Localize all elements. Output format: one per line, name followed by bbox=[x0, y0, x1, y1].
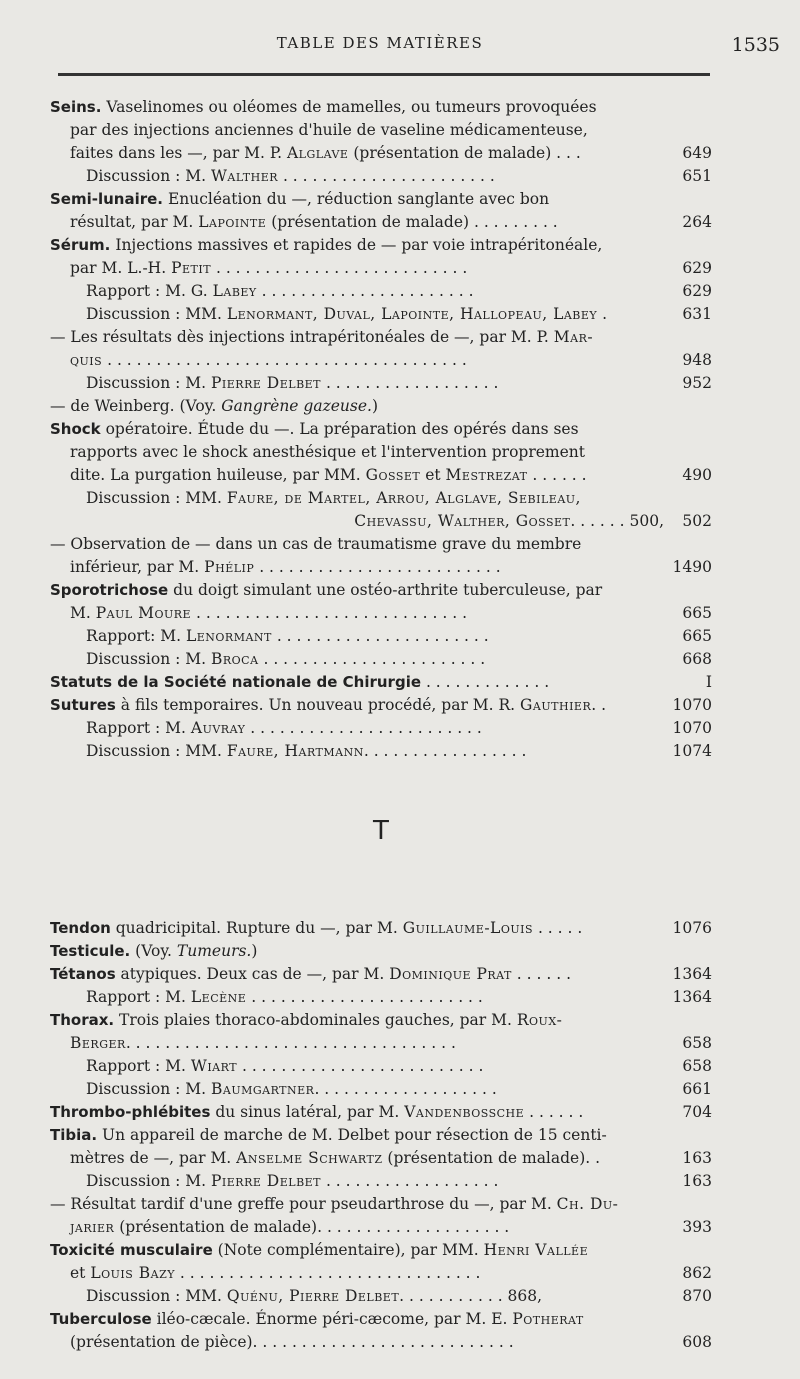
entry-text: Discussion : MM. bbox=[86, 489, 227, 507]
entry-text: faites dans les —, par M. P. bbox=[70, 144, 287, 162]
entry-page-number: 665 bbox=[682, 604, 712, 622]
index-entry-line bbox=[50, 1331, 712, 1354]
entry-text: Un appareil de marche de M. Delbet pour résection de 15 centi- bbox=[97, 1126, 607, 1144]
entry-author-name: Mar- bbox=[553, 328, 594, 346]
entry-author-name: Dominique Prat bbox=[389, 965, 512, 983]
entry-author-name: Paul Moure bbox=[95, 604, 192, 622]
index-entry-line bbox=[50, 303, 712, 326]
entry-page-number: 393 bbox=[682, 1218, 712, 1236]
entry-text: . . . . . . . . . . . . . . . . . . . . . . . . . bbox=[254, 558, 501, 576]
entry-text: Rapport: M. bbox=[86, 627, 186, 645]
entry-text: (présentation de pièce). . . . . . . . . . . . . . . . . . . . . . . . . . . bbox=[70, 1333, 514, 1351]
entry-page-number: 502 bbox=[682, 512, 712, 530]
entry-text: inférieur, par M. bbox=[70, 558, 205, 576]
entry-text: du sinus latéral, par M. bbox=[210, 1103, 405, 1121]
entry-text: . bbox=[597, 305, 608, 323]
entry-author-name: Vandenbossche bbox=[404, 1103, 525, 1121]
entry-page-number: 490 bbox=[682, 466, 712, 484]
entry-heading: Thorax. bbox=[50, 1011, 115, 1029]
index-entry-line bbox=[50, 165, 712, 188]
entry-author-name: Wiart bbox=[190, 1057, 238, 1075]
entry-page-number: 163 bbox=[682, 1149, 712, 1167]
entry-text: Vaselinomes ou oléomes de mamelles, ou tumeurs provoquées bbox=[101, 98, 597, 116]
entry-page-number: 870 bbox=[682, 1287, 712, 1305]
index-entry-line bbox=[50, 326, 712, 349]
entry-author-name: Labey bbox=[212, 282, 257, 300]
index-entry-line bbox=[50, 1032, 712, 1055]
entry-heading: Tuberculose bbox=[50, 1310, 152, 1328]
entry-author-name: Baumgartner bbox=[210, 1080, 315, 1098]
entry-page-number: 948 bbox=[682, 351, 712, 369]
entry-text: . . . . . . 500, bbox=[570, 512, 664, 530]
entry-author-name: Lecène bbox=[190, 988, 247, 1006]
entry-author-name: Gosset bbox=[365, 466, 421, 484]
index-entry-line bbox=[50, 96, 712, 119]
entry-page-number: 1070 bbox=[672, 696, 712, 714]
entry-text: Discussion : M. bbox=[86, 1172, 211, 1190]
entry-text: . . . . . . . . . . . . . . . . . . . . . . . . . . bbox=[211, 259, 468, 277]
entry-author-name: Lenormant bbox=[185, 627, 272, 645]
entry-heading: Semi-lunaire. bbox=[50, 190, 164, 208]
index-entry-line bbox=[50, 372, 712, 395]
entry-text: Discussion : M. bbox=[86, 167, 211, 185]
entry-page-number: 264 bbox=[682, 213, 712, 231]
entry-text: . . bbox=[591, 696, 607, 714]
index-entry-line bbox=[50, 579, 712, 602]
entry-author-name: Pierre Delbet bbox=[210, 1172, 322, 1190]
entry-page-number: 631 bbox=[682, 305, 712, 323]
index-entry-line bbox=[50, 556, 712, 579]
index-entry-line bbox=[50, 1147, 712, 1170]
index-entry-line bbox=[50, 1285, 712, 1308]
index-entry-line bbox=[50, 1170, 712, 1193]
entry-author-name: Ch. Du- bbox=[556, 1195, 619, 1213]
entry-author-name: Faure, de Martel, Arrou, Alglave, Sebileau, bbox=[226, 489, 581, 507]
index-entry-line bbox=[50, 648, 712, 671]
entry-page-number: 1070 bbox=[672, 719, 712, 737]
entry-text: . . . . . . . . . . . . . . . . . . . . . . . . . . . . . . . bbox=[174, 1264, 481, 1282]
index-entry-line bbox=[50, 694, 712, 717]
entry-author-name: Alglave bbox=[286, 144, 349, 162]
entry-text: Rapport : M. bbox=[86, 988, 191, 1006]
entry-author-name: Lenormant, Duval, Lapointe, Hallopeau, Labey bbox=[226, 305, 598, 323]
section-letter: T bbox=[373, 816, 389, 846]
index-entry-line bbox=[50, 717, 712, 740]
entry-text: par M. L.-H. bbox=[70, 259, 172, 277]
entry-author-name: Berger bbox=[70, 1034, 126, 1052]
index-entry-line bbox=[50, 464, 712, 487]
entry-text: Discussion : MM. bbox=[86, 305, 227, 323]
entry-text: . . . . . . . . . . . . . . . . . . . . . . . . . . . . . . . . . . . . . bbox=[102, 351, 467, 369]
entry-text: Discussion : MM. bbox=[86, 742, 227, 760]
entry-page-number: 665 bbox=[682, 627, 712, 645]
entry-author-name: Gauthier bbox=[520, 696, 592, 714]
entry-author-name: Petit bbox=[171, 259, 212, 277]
entry-text: . . . . . . . . . . . . . . . . . . . . . . . . . . . . bbox=[191, 604, 468, 622]
entry-text: . . . . . . . . . . . . . . . . . bbox=[363, 742, 527, 760]
entry-page-number: 651 bbox=[682, 167, 712, 185]
entry-italic-ref: Tumeurs. bbox=[176, 942, 252, 960]
entry-text: — Résultat tardif d'une greffe pour pseudarthrose du —, par M. bbox=[50, 1195, 557, 1213]
entry-heading: Sérum. bbox=[50, 236, 111, 254]
entry-text: (Voy. bbox=[130, 942, 177, 960]
entry-author-name: Broca bbox=[210, 650, 259, 668]
index-entry-line bbox=[50, 1262, 712, 1285]
entry-heading: Tétanos bbox=[50, 965, 116, 983]
entry-author-name: Roux- bbox=[516, 1011, 563, 1029]
entry-page-number: 668 bbox=[682, 650, 712, 668]
entry-text: atypiques. Deux cas de —, par M. bbox=[115, 965, 390, 983]
index-entry-line bbox=[50, 510, 712, 533]
entry-text: et bbox=[70, 1264, 91, 1282]
entry-page-number: 661 bbox=[682, 1080, 712, 1098]
index-entry-line bbox=[50, 1193, 712, 1216]
entry-author-name: Auvray bbox=[190, 719, 246, 737]
index-entry-line bbox=[50, 671, 712, 694]
entry-page-number: 629 bbox=[682, 259, 712, 277]
entry-text: Injections massives et rapides de — par voie intrapéritonéale, bbox=[110, 236, 603, 254]
entry-text: Rapport : M. bbox=[86, 719, 191, 737]
index-entry-line bbox=[50, 211, 712, 234]
entry-author-name: Walther bbox=[210, 167, 279, 185]
index-entry-line bbox=[50, 940, 712, 963]
entry-text: ) bbox=[371, 397, 379, 415]
index-entry-line bbox=[50, 1124, 712, 1147]
entry-page-number: 1074 bbox=[672, 742, 712, 760]
entry-text: . . . . . . . . . . . . . . . . . . . . . . . . . bbox=[237, 1057, 484, 1075]
entry-text: . . . . . . . . . . . 868, bbox=[399, 1287, 543, 1305]
entry-text: et bbox=[420, 466, 446, 484]
entry-text: Discussion : M. bbox=[86, 1080, 211, 1098]
entry-text: . . . . . . . . . . . . . . . . . . . . . . bbox=[278, 167, 495, 185]
index-entry-line bbox=[50, 1239, 712, 1262]
entry-heading: Sutures bbox=[50, 696, 116, 714]
entry-text: — Les résultats dès injections intrapéritonéales de —, par M. P. bbox=[50, 328, 554, 346]
index-entry-line bbox=[50, 395, 712, 418]
entry-text: opératoire. Étude du —. La préparation des opérés dans ses bbox=[100, 420, 579, 438]
entry-text: Discussion : M. bbox=[86, 650, 211, 668]
entry-heading: Seins. bbox=[50, 98, 102, 116]
entry-heading: Tendon bbox=[50, 919, 111, 937]
entry-author-name: Chevassu, Walther, Gosset bbox=[354, 512, 571, 530]
index-entry-line bbox=[50, 602, 712, 625]
entry-page-number: 658 bbox=[682, 1057, 712, 1075]
entry-text: mètres de —, par M. bbox=[70, 1149, 237, 1167]
index-entry-line bbox=[50, 1216, 712, 1239]
entry-text: rapports avec le shock anesthésique et l'intervention proprement bbox=[70, 443, 585, 461]
entry-text: . . . . . . . . . . . . . . . . . . bbox=[321, 1172, 499, 1190]
entry-page-number: 163 bbox=[682, 1172, 712, 1190]
index-entry-line bbox=[50, 257, 712, 280]
index-entry-line bbox=[50, 1308, 712, 1331]
entry-heading: Statuts de la Société nationale de Chirurgie bbox=[50, 673, 422, 691]
entry-author-name: Anselme Schwartz bbox=[236, 1149, 383, 1167]
entry-text: Rapport : M. bbox=[86, 1057, 191, 1075]
entry-author-name: Pierre Delbet bbox=[210, 374, 322, 392]
entry-page-number: 1076 bbox=[672, 919, 712, 937]
entry-text: . . . . . . . . . . . . . . . . . . . . . . bbox=[271, 627, 489, 645]
entry-text: résultat, par M. bbox=[70, 213, 199, 231]
index-entry-line bbox=[50, 1101, 712, 1124]
index-entry-line bbox=[50, 441, 712, 464]
entry-text: Discussion : MM. bbox=[86, 1287, 227, 1305]
entry-text: . . . . . . . . . . . . . . . . . . bbox=[321, 374, 499, 392]
index-entry-line bbox=[50, 234, 712, 257]
entry-text: (présentation de malade). . bbox=[382, 1149, 601, 1167]
entry-text: Discussion : M. bbox=[86, 374, 211, 392]
index-entry-line bbox=[50, 1055, 712, 1078]
entry-italic-ref: Gangrène gazeuse. bbox=[221, 397, 372, 415]
entry-author-name: quis bbox=[70, 351, 103, 369]
entry-text: dite. La purgation huileuse, par MM. bbox=[70, 466, 366, 484]
index-entry-line bbox=[50, 349, 712, 372]
section-s-entries bbox=[50, 96, 712, 763]
entry-text: iléo-cæcale. Énorme péri-cæcome, par M. E. bbox=[151, 1310, 513, 1328]
entry-text: . . . . . . . . . . . . . . . . . . . . . . . . bbox=[246, 988, 483, 1006]
entry-text: (présentation de malade) . . . . . . . . . bbox=[266, 213, 558, 231]
entry-text: — Observation de — dans un cas de traumatisme grave du membre bbox=[50, 535, 582, 553]
entry-page-number: 649 bbox=[682, 144, 712, 162]
index-entry-line bbox=[50, 1009, 712, 1032]
index-entry-line bbox=[50, 280, 712, 303]
entry-page-number: 629 bbox=[682, 282, 712, 300]
entry-page-number: 952 bbox=[682, 374, 712, 392]
entry-text: M. bbox=[70, 604, 96, 622]
entry-author-name: Quénu, Pierre Delbet bbox=[226, 1287, 400, 1305]
entry-page-number: 1490 bbox=[672, 558, 712, 576]
entry-text: . . . . . . . . . . . . . . . . . . . . . . . . . . . . . . . . . . bbox=[125, 1034, 456, 1052]
index-entry-line bbox=[50, 533, 712, 556]
entry-author-name: Louis Bazy bbox=[90, 1264, 175, 1282]
index-entry-line bbox=[50, 963, 712, 986]
entry-text: . . . . . . . . . . . . . . . . . . . . . . . bbox=[258, 650, 486, 668]
entry-text: . . . . . . . . . . . . . . . . . . . bbox=[314, 1080, 497, 1098]
entry-author-name: Faure, Hartmann bbox=[226, 742, 364, 760]
entry-text: . . . . . . . . . . . . . . . . . . . . . . . . bbox=[245, 719, 482, 737]
entry-text: Enucléation du —, réduction sanglante avec bon bbox=[163, 190, 550, 208]
entry-author-name: Lapointe bbox=[198, 213, 267, 231]
entry-page-number: 608 bbox=[682, 1333, 712, 1351]
entry-page-number: 1364 bbox=[672, 988, 712, 1006]
entry-author-name: Guillaume-Louis bbox=[402, 919, 534, 937]
entry-text: . . . . . . bbox=[527, 466, 587, 484]
index-entry-line bbox=[50, 487, 712, 510]
entry-heading: Testicule. bbox=[50, 942, 131, 960]
entry-heading: Sporotrichose bbox=[50, 581, 169, 599]
entry-heading: Thrombo-phlébites bbox=[50, 1103, 211, 1121]
entry-page-number: 704 bbox=[682, 1103, 712, 1121]
page-number: 1535 bbox=[731, 34, 780, 56]
running-title: TABLE DES MATIÈRES bbox=[276, 34, 484, 52]
entry-text: . . . . . . bbox=[511, 965, 571, 983]
entry-text: du doigt simulant une ostéo-arthrite tuberculeuse, par bbox=[168, 581, 603, 599]
entry-author-name: Mestrezat bbox=[445, 466, 528, 484]
header-rule bbox=[58, 73, 710, 76]
index-body bbox=[50, 96, 712, 1354]
index-entry-line bbox=[50, 1078, 712, 1101]
entry-page-number: 658 bbox=[682, 1034, 712, 1052]
entry-heading: Toxicité musculaire bbox=[50, 1241, 213, 1259]
entry-page-number: 1364 bbox=[672, 965, 712, 983]
entry-page-number: 862 bbox=[682, 1264, 712, 1282]
entry-author-name: Potherat bbox=[512, 1310, 584, 1328]
entry-text: à fils temporaires. Un nouveau procédé, par M. R. bbox=[115, 696, 521, 714]
index-entry-line bbox=[50, 142, 712, 165]
entry-text: . . . . . . bbox=[524, 1103, 584, 1121]
entry-text: . . . . . . . . . . . . . . . . . . . . . . bbox=[256, 282, 474, 300]
page-header bbox=[0, 34, 800, 58]
entry-author-name: Phélip bbox=[204, 558, 255, 576]
entry-text: . . . . . . . . . . . . . bbox=[421, 673, 550, 691]
entry-author-name: jarier bbox=[70, 1218, 115, 1236]
entry-text: quadricipital. Rupture du —, par M. bbox=[110, 919, 403, 937]
entry-text: par des injections anciennes d'huile de vaseline médicamenteuse, bbox=[70, 121, 588, 139]
entry-text: (présentation de malade). . . . . . . . . . . . . . . . . . . . bbox=[114, 1218, 510, 1236]
index-entry-line bbox=[50, 917, 712, 940]
entry-heading: Tibia. bbox=[50, 1126, 98, 1144]
entry-text: . . . . . bbox=[533, 919, 583, 937]
index-entry-line bbox=[50, 418, 712, 441]
index-entry-line bbox=[50, 986, 712, 1009]
index-entry-line bbox=[50, 119, 712, 142]
entry-text: Rapport : M. G. bbox=[86, 282, 213, 300]
entry-text: Trois plaies thoraco-abdominales gauches, par M. bbox=[114, 1011, 517, 1029]
entry-text: ) bbox=[251, 942, 258, 960]
entry-text: (Note complémentaire), par MM. bbox=[212, 1241, 484, 1259]
entry-text: — de Weinberg. (Voy. bbox=[50, 397, 222, 415]
entry-page-number: I bbox=[705, 673, 712, 691]
entry-heading: Shock bbox=[50, 420, 101, 438]
index-entry-line bbox=[50, 740, 712, 763]
index-entry-line bbox=[50, 188, 712, 211]
entry-text: (présentation de malade) . . . bbox=[348, 144, 581, 162]
index-entry-line bbox=[50, 625, 712, 648]
entry-author-name: Henri Vallée bbox=[483, 1241, 589, 1259]
section-t-entries bbox=[50, 917, 712, 1354]
